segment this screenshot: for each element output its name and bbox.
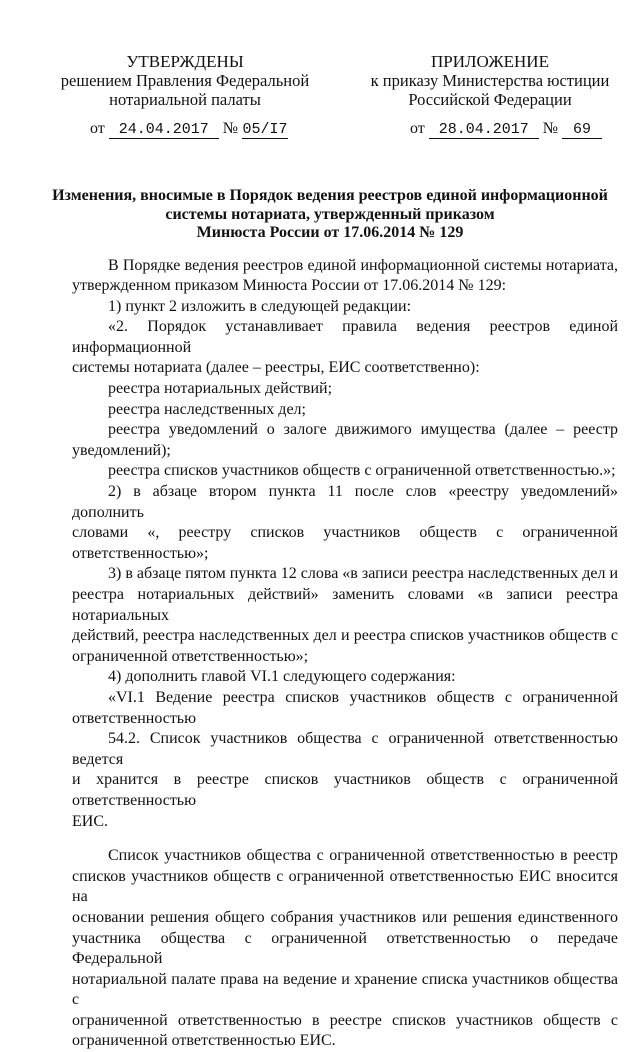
date-prefix: от [90, 120, 105, 137]
text-line: «VI.1 Ведение реестра списков участников обществ с ограниченной [72, 688, 618, 709]
text-line: утвержденном приказом Минюста России от 17.06.2014 № 129: [72, 276, 618, 297]
appendix-block [360, 52, 620, 109]
text-line: ограниченной ответственностью»; [72, 647, 618, 668]
text-line: реестра наследственных дел; [72, 400, 618, 421]
text-line: словами «, реестру списков участников обществ с ограниченной ответственностью»; [72, 523, 618, 564]
approved-date: 24.04.2017 [109, 122, 219, 139]
approved-title: УТВЕРЖДЕНЫ [60, 52, 310, 71]
text-line: ограниченной ответственностью в реестре списков участников обществ с [72, 1011, 618, 1032]
paragraph [72, 379, 618, 400]
text-line: «2. Порядок устанавливает правила ведения реестров единой информационной [72, 317, 618, 358]
text-line: ответственностью [72, 709, 618, 730]
paragraph [72, 482, 618, 564]
number-prefix: № [223, 120, 238, 137]
paragraph [72, 317, 618, 379]
text-line: ЕИС. [72, 812, 618, 833]
text-line: реестра нотариальных действий; [72, 379, 618, 400]
text-line: списков участников обществ с ограниченной ответственностью ЕИС вносится на [72, 867, 618, 908]
title-line: Изменения, вносимые в Порядок ведения реестров единой информационной [40, 187, 620, 206]
appendix-date: 28.04.2017 [429, 122, 539, 139]
text-line: 54.2. Список участников общества с ограниченной ответственностью ведется [72, 729, 618, 770]
title-line: Минюста России от 17.06.2014 № 129 [40, 224, 620, 243]
paragraph [72, 688, 618, 729]
text-line: системы нотариата (далее – реестры, ЕИС соответственно): [72, 358, 618, 379]
text-line: Список участников общества с ограниченной ответственностью в реестр [72, 846, 618, 867]
appendix-line1: к приказу Министерства юстиции [360, 71, 620, 90]
paragraph [72, 564, 618, 667]
paragraph [72, 461, 618, 482]
approved-block [60, 52, 310, 109]
text-line: 2) в абзаце втором пункта 11 после слов «реестру уведомлений» дополнить [72, 482, 618, 523]
appendix-date-number [410, 120, 602, 139]
paragraph [72, 667, 618, 688]
paragraph [72, 256, 618, 297]
text-line: и хранится в реестре списков участников обществ с ограниченной ответственностью [72, 770, 618, 811]
approved-date-number [90, 120, 288, 139]
paragraph [72, 420, 618, 461]
approved-line2: нотариальной палаты [60, 90, 310, 109]
number-prefix: № [543, 120, 558, 137]
text-line: ограниченной ответственностью ЕИС. [72, 1031, 618, 1052]
paragraph [72, 729, 618, 832]
document-body [72, 256, 618, 1052]
text-line: 1) пункт 2 изложить в следующей редакции: [72, 297, 618, 318]
text-line: В Порядке ведения реестров единой информационной системы нотариата, [72, 256, 618, 277]
approved-line1: решением Правления Федеральной [60, 71, 310, 90]
text-line: основании решения общего собрания участников или решения единственного [72, 908, 618, 929]
text-line: действий, реестра наследственных дел и реестра списков участников обществ с [72, 626, 618, 647]
appendix-title: ПРИЛОЖЕНИЕ [360, 52, 620, 71]
appendix-line2: Российской Федерации [360, 90, 620, 109]
appendix-number: 69 [562, 122, 602, 139]
text-line: реестра уведомлений о залоге движимого имущества (далее – реестр [72, 420, 618, 441]
date-prefix: от [410, 120, 425, 137]
text-line: уведомлений); [72, 441, 618, 462]
text-line: 3) в абзаце пятом пункта 12 слова «в записи реестра наследственных дел и [72, 564, 618, 585]
text-line: реестра нотариальных действий» заменить словами «в записи реестра нотариальных [72, 585, 618, 626]
document-title [40, 187, 620, 243]
paragraph [72, 297, 618, 318]
text-line: 4) дополнить главой VI.1 следующего содержания: [72, 667, 618, 688]
paragraph [72, 846, 618, 1052]
paragraph [72, 400, 618, 421]
text-line: реестра списков участников обществ с ограниченной ответственностью.»; [72, 461, 618, 482]
approved-number: 05/I7 [242, 122, 288, 139]
text-line: нотариальной палате права на ведение и хранение списка участников общества с [72, 970, 618, 1011]
title-line: системы нотариата, утвержденный приказом [40, 206, 620, 225]
text-line: участника общества с ограниченной ответственностью о передаче Федеральной [72, 929, 618, 970]
